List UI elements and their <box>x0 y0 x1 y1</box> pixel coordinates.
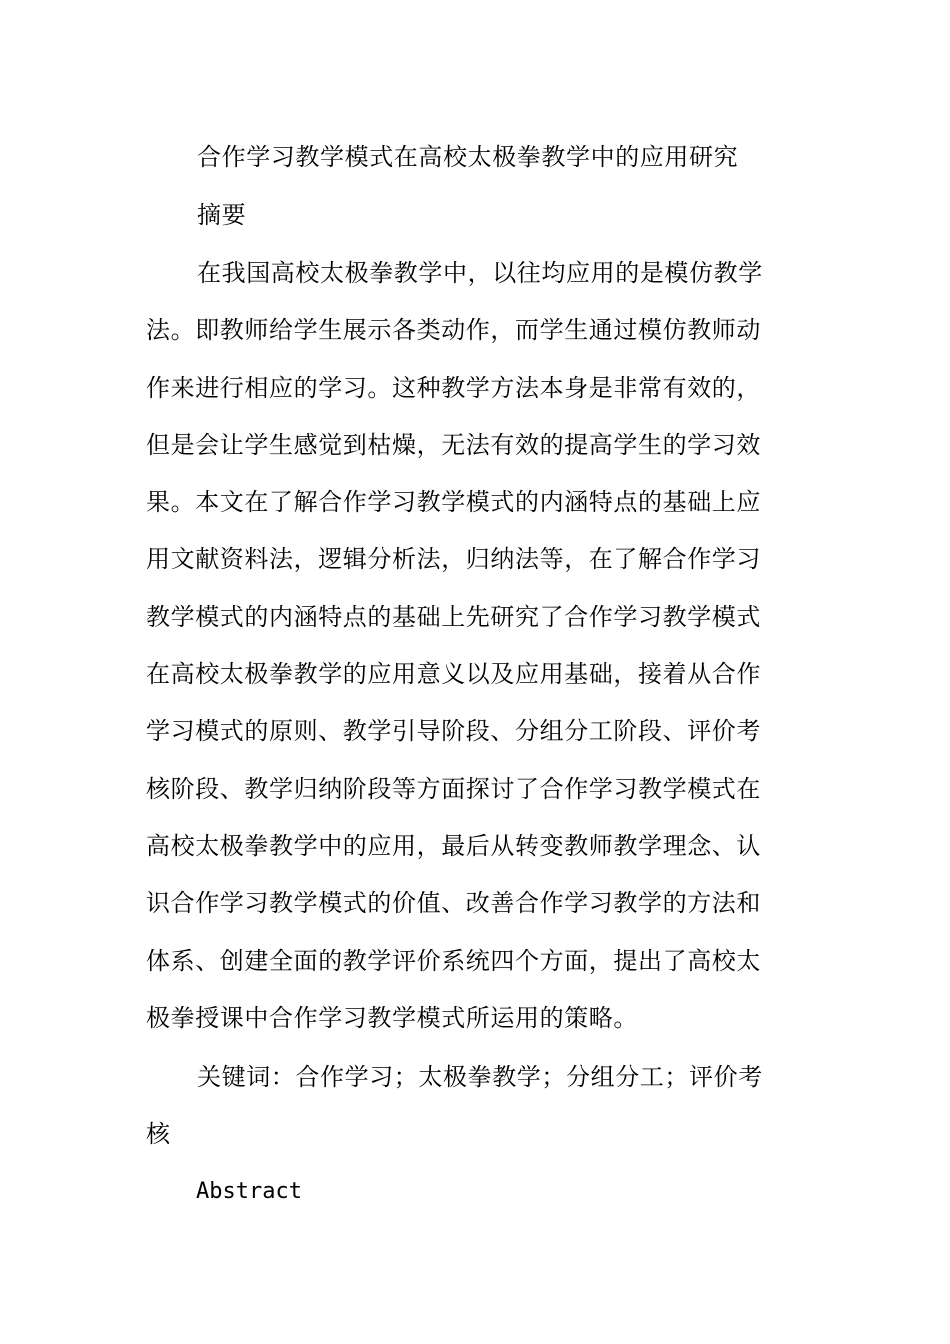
abstract-line: 但是会让学生感觉到枯燥，无法有效的提高学生的学习效 <box>146 431 761 459</box>
abstract-line: 核阶段、教学归纳阶段等方面探讨了合作学习教学模式在 <box>146 775 761 803</box>
abstract-line: 在我国高校太极拳教学中，以往均应用的是模仿教学 <box>197 259 763 287</box>
keywords-line: 关键词：合作学习；太极拳教学；分组分工；评价考 <box>197 1063 763 1091</box>
abstract-line: 用文献资料法，逻辑分析法，归纳法等，在了解合作学习 <box>146 545 761 573</box>
abstract-heading: 摘要 <box>197 201 247 229</box>
abstract-line: 高校太极拳教学中的应用，最后从转变教师教学理念、认 <box>146 832 761 860</box>
keywords-line: 核 <box>146 1120 171 1148</box>
abstract-line: 学习模式的原则、教学引导阶段、分组分工阶段、评价考 <box>146 717 761 745</box>
abstract-line: 在高校太极拳教学的应用意义以及应用基础，接着从合作 <box>146 660 761 688</box>
english-abstract-heading: Abstract <box>196 1179 302 1204</box>
abstract-line: 果。本文在了解合作学习教学模式的内涵特点的基础上应 <box>146 488 761 516</box>
abstract-line: 识合作学习教学模式的价值、改善合作学习教学的方法和 <box>146 889 761 917</box>
abstract-line: 作来进行相应的学习。这种教学方法本身是非常有效的， <box>146 374 761 402</box>
abstract-line: 体系、创建全面的教学评价系统四个方面，提出了高校太 <box>146 947 761 975</box>
abstract-line: 教学模式的内涵特点的基础上先研究了合作学习教学模式 <box>146 603 761 631</box>
document-title: 合作学习教学模式在高校太极拳教学中的应用研究 <box>197 143 739 171</box>
abstract-line: 法。即教师给学生展示各类动作，而学生通过模仿教师动 <box>146 316 761 344</box>
abstract-line: 极拳授课中合作学习教学模式所运用的策略。 <box>146 1004 638 1032</box>
